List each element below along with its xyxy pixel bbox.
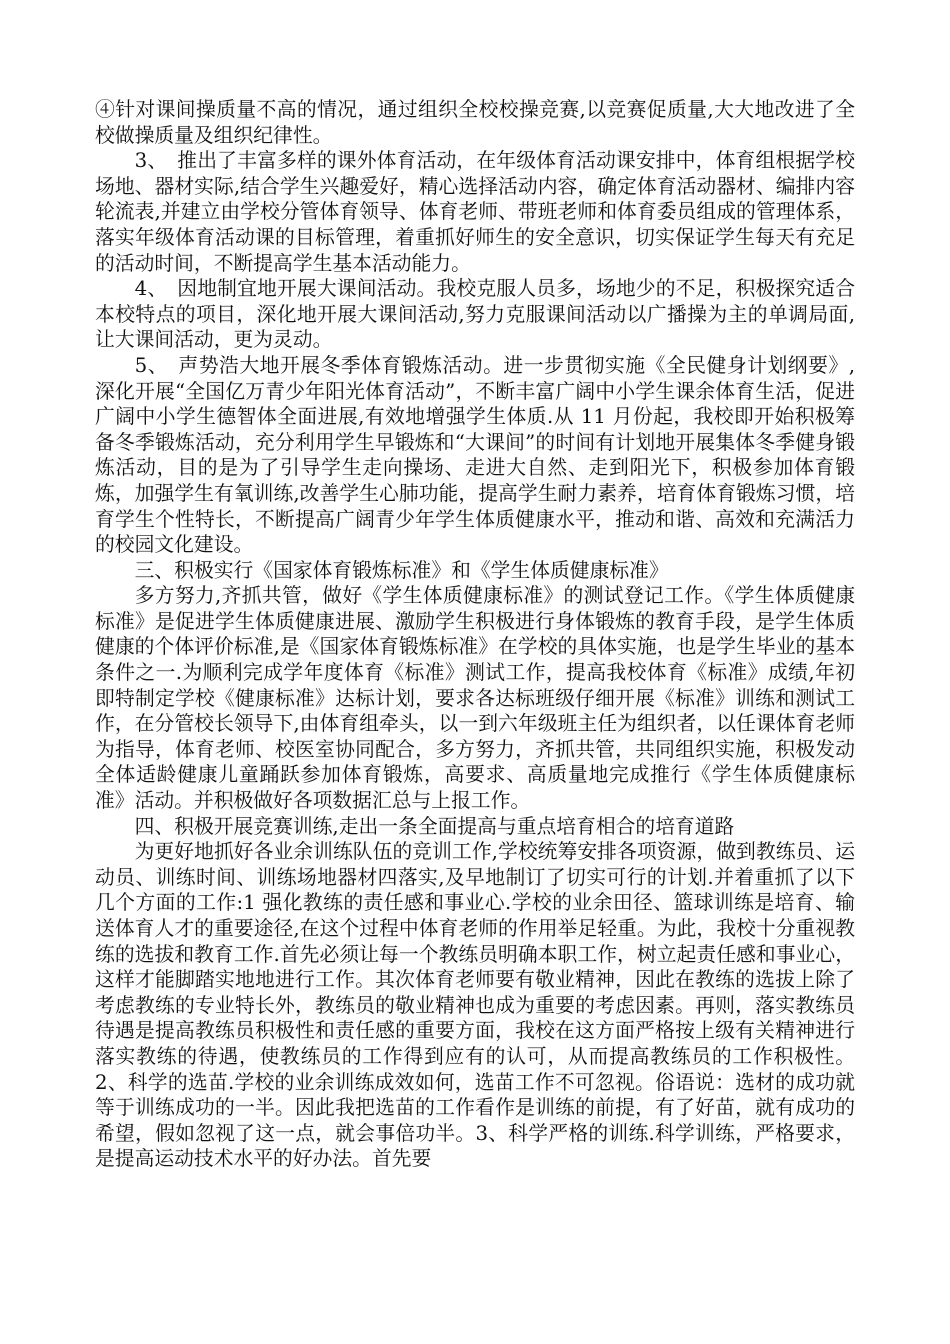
paragraph-8: 为更好地抓好各业余训练队伍的竞训工作,学校统筹安排各项资源，做到教练员、运动员、训练时间、训练场地器材四落实,及早地制订了切实可行的计划.并着重抓了以下几个方面的工作:1 强化教练的责任感和事业心.学校的业余田径、篮球训练是培育、输送体育人才的重要途径,在这个过程中体育老师的作用举足轻重。为此，我校十分重视教练的选拔和教育工作.首先必须让每一个教练员明确本职工作，树立起责任感和事业心，这样才能脚踏实地地进行工作。其次体育老师要有敬业精神，因此在教练的选拔上除了考虑教练的专业特长外，教练员的敬业精神也成为重要的考虑因素。再则，落实教练员待遇是提高教练员积极性和责任感的重要方面，我校在这方面严格按上级有关精神进行落实教练的待遇，使教练员的工作得到应有的认可，从而提高教练员的工作积极性。2、科学的选苗.学校的业余训练成效如何，选苗工作不可忽视。俗语说：选材的成功就等于训练成功的一半。因此我把选苗的工作看作是训练的前提，有了好苗，就有成功的希望，假如忽视了这一点，就会事倍功半。3、科学严格的训练.科学训练，严格要求，是提高运动技术水平的好办法。首先要	[95, 840, 855, 1171]
paragraph-2: 3、 推出了丰富多样的课外体育活动，在年级体育活动课安排中，体育组根据学校场地、器材实际,结合学生兴趣爱好，精心选择活动内容，确定体育活动器材、编排内容轮流表,并建立由学校分管体育领导、体育老师、带班老师和体育委员组成的管理体系，落实年级体育活动课的目标管理，着重抓好师生的安全意识，切实保证学生每天有充足的活动时间，不断提高学生基本活动能力。	[95, 149, 855, 275]
paragraph-6: 多方努力,齐抓共管，做好《学生体质健康标准》的测试登记工作。《学生体质健康标准》是促进学生体质健康进展、激励学生积极进行身体锻炼的教育手段，是学生体质健康的个体评价标准,是《国家体育锻炼标准》在学校的具体实施，也是学生毕业的基本条件之一.为顺利完成学年度体育《标准》测试工作，提高我校体育《标准》成绩,年初即特制定学校《健康标准》达标计划，要求各达标班级仔细开展《标准》训练和测试工作，在分管校长领导下,由体育组牵头，以一到六年级班主任为组织者，以任课体育老师为指导，体育老师、校医室协同配合，多方努力，齐抓共管，共同组织实施，积极发动全体适龄健康儿童踊跃参加体育锻炼，高要求、高质量地完成推行《学生体质健康标准》活动。并积极做好各项数据汇总与上报工作。	[95, 584, 855, 813]
section-heading-4: 四、积极开展竞赛训练,走出一条全面提高与重点培育相合的培育道路	[134, 814, 735, 838]
paragraph-4: 5、 声势浩大地开展冬季体育锻炼活动。进一步贯彻实施《全民健身计划纲要》,深化开展“全国亿万青少年阳光体育活动”，不断丰富广阔中小学生课余体育生活，促进广阔中小学生德智体全面进展,有效地增强学生体质.从 11 月份起，我校即开始积极筹备冬季锻炼活动，充分利用学生早锻炼和“大课间”的时间有计划地开展集体冬季健身锻炼活动，目的是为了引导学生走向操场、走进大自然、走到阳光下，积极参加体育锻炼，加强学生有氧训练,改善学生心肺功能，提高学生耐力素养，培育体育锻炼习惯，培育学生个性特长，不断提高广阔青少年学生体质健康水平，推动和谐、高效和充满活力的校园文化建设。	[95, 353, 855, 557]
section-heading-3: 三、积极实行《国家体育锻炼标准》和《学生体质健康标准》	[134, 558, 669, 582]
paragraph-1: ④针对课间操质量不高的情况，通过组织全校校操竞赛,以竞赛促质量,大大地改进了全校做操质量及组织纪律性。	[95, 98, 855, 147]
document-page	[95, 97, 855, 1172]
paragraph-3: 4、 因地制宜地开展大课间活动。我校克服人员多，场地少的不足，积极探究适合本校特点的项目，深化地开展大课间活动,努力克服课间活动以广播操为主的单调局面,让大课间活动，更为灵动。	[95, 277, 855, 352]
